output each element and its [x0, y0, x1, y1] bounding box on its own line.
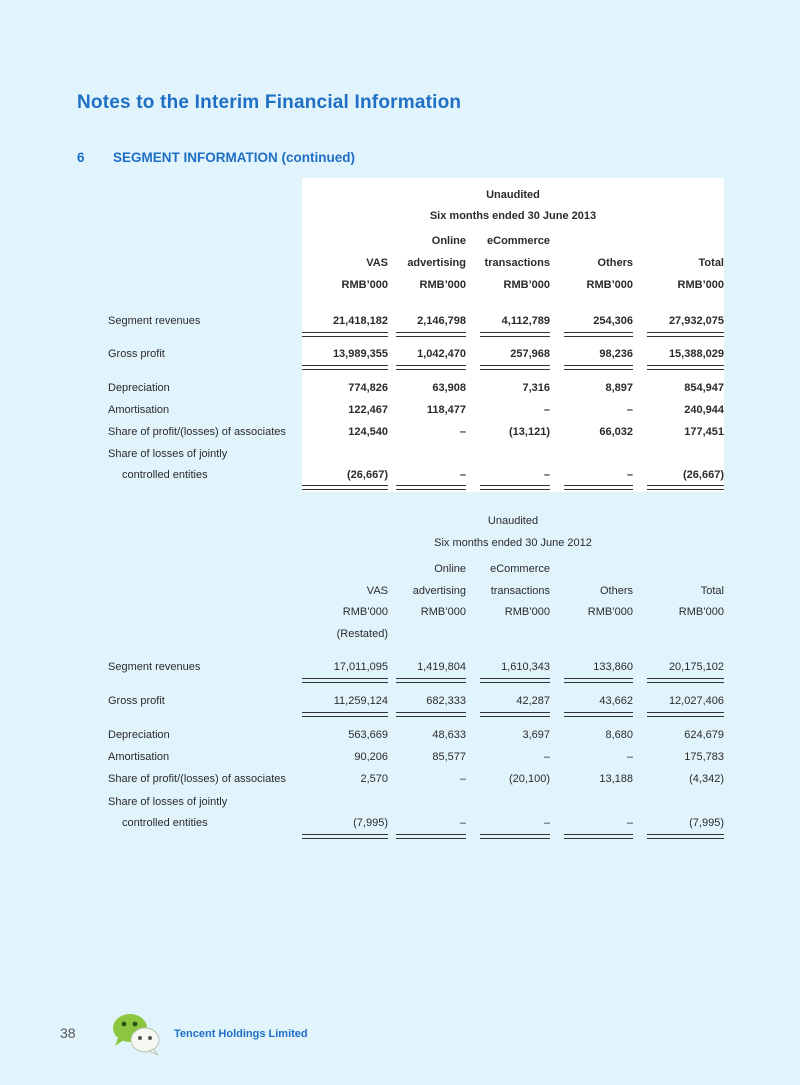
- cell-vas: 90,206: [354, 751, 388, 763]
- table-row-jointly-controlled: [0, 814, 800, 832]
- double-underline: [480, 485, 550, 490]
- col-unit: RMB’000: [678, 606, 724, 618]
- double-underline: [302, 712, 388, 717]
- double-underline: [480, 332, 550, 337]
- cell-total: (26,667): [683, 469, 724, 481]
- cell-ecommerce: (13,121): [509, 426, 550, 438]
- cell-vas: 774,826: [348, 382, 388, 394]
- double-underline: [647, 332, 724, 337]
- double-underline: [564, 365, 633, 370]
- cell-others: 8,680: [605, 729, 633, 741]
- table-row-amortisation: [0, 748, 800, 766]
- double-underline: [564, 332, 633, 337]
- row-label: Amortisation: [108, 404, 170, 416]
- section-heading: [77, 150, 355, 165]
- cell-ecommerce: 3,697: [522, 729, 550, 741]
- table-row-associates: [0, 770, 800, 788]
- col-header-line1: Online: [431, 235, 466, 247]
- cell-total: 15,388,029: [668, 348, 724, 360]
- col-unit: RMB’000: [504, 606, 550, 618]
- cell-others: –: [626, 404, 633, 416]
- cell-others: –: [626, 751, 633, 763]
- cell-vas: 13,989,355: [332, 348, 388, 360]
- double-underline: [396, 834, 466, 839]
- col-unit: RMB’000: [587, 606, 633, 618]
- double-underline: [647, 834, 724, 839]
- table-row-depreciation: [0, 726, 800, 744]
- company-name: Tencent Holdings Limited: [174, 1028, 308, 1040]
- cell-online-advertising: –: [459, 817, 466, 829]
- cell-total: 854,947: [684, 382, 724, 394]
- col-header-vas: VAS: [366, 257, 388, 269]
- cell-total: 177,451: [684, 426, 724, 438]
- cell-others: 43,662: [599, 695, 633, 707]
- col-header-transactions: transactions: [490, 585, 550, 597]
- double-underline: [396, 712, 466, 717]
- col-header-advertising: advertising: [407, 257, 466, 269]
- cell-vas: 11,259,124: [333, 695, 388, 707]
- cell-vas: 2,570: [360, 773, 388, 785]
- double-underline: [647, 678, 724, 683]
- double-underline: [480, 712, 550, 717]
- wechat-bubbles-icon: [106, 1008, 166, 1058]
- table-row-amortisation: [0, 401, 800, 419]
- col-unit: RMB’000: [342, 606, 388, 618]
- cell-others: –: [626, 469, 633, 481]
- table-row-jointly-label: [0, 793, 800, 811]
- cell-vas: (7,995): [353, 817, 388, 829]
- cell-ecommerce: 42,287: [516, 695, 550, 707]
- row-label: Segment revenues: [108, 315, 201, 327]
- row-label: Gross profit: [108, 348, 165, 360]
- col-header-others: Others: [597, 257, 633, 269]
- cell-online-advertising: –: [459, 469, 466, 481]
- cell-online-advertising: –: [459, 773, 466, 785]
- cell-online-advertising: 2,146,798: [417, 315, 466, 327]
- col-header-transactions: transactions: [484, 257, 550, 269]
- cell-online-advertising: 1,042,470: [417, 348, 466, 360]
- col-unit: RMB’000: [341, 279, 388, 291]
- col-restated-note: (Restated): [336, 628, 388, 640]
- cell-vas: 124,540: [348, 426, 388, 438]
- table-row-jointly-controlled: [0, 466, 800, 484]
- row-label: Share of losses of jointly: [108, 448, 228, 460]
- cell-online-advertising: 63,908: [432, 382, 466, 394]
- double-underline: [564, 834, 633, 839]
- double-underline: [647, 365, 724, 370]
- cell-total: 12,027,406: [668, 695, 724, 707]
- cell-total: 240,944: [684, 404, 724, 416]
- cell-ecommerce: 7,316: [522, 382, 550, 394]
- cell-total: 20,175,102: [668, 661, 724, 673]
- double-underline: [396, 485, 466, 490]
- col-header-total: Total: [698, 257, 724, 269]
- col-unit: RMB’000: [677, 279, 724, 291]
- cell-vas: 122,467: [348, 404, 388, 416]
- row-label: Share of losses of jointly: [108, 796, 228, 808]
- cell-online-advertising: 85,577: [432, 751, 466, 763]
- double-underline: [647, 485, 724, 490]
- col-header-line1: eCommerce: [487, 235, 550, 247]
- double-underline: [396, 332, 466, 337]
- row-label: Depreciation: [108, 382, 170, 394]
- double-underline: [302, 365, 388, 370]
- cell-ecommerce: 1,610,343: [501, 661, 550, 673]
- col-header-total: Total: [700, 585, 724, 597]
- col-header-vas: VAS: [366, 585, 388, 597]
- table-row-gross-profit: [0, 692, 800, 710]
- cell-others: 13,188: [599, 773, 633, 785]
- col-unit: RMB’000: [420, 606, 466, 618]
- cell-others: 8,897: [605, 382, 633, 394]
- col-unit: RMB’000: [503, 279, 550, 291]
- cell-online-advertising: 118,477: [426, 404, 466, 416]
- table-heading-unaudited: Unaudited: [487, 515, 539, 527]
- page-title: Notes to the Interim Financial Information: [77, 92, 462, 113]
- cell-online-advertising: –: [459, 426, 466, 438]
- double-underline: [564, 712, 633, 717]
- col-header-advertising: advertising: [412, 585, 466, 597]
- table-heading-period: Six months ended 30 June 2012: [434, 537, 592, 549]
- table-heading-period: Six months ended 30 June 2013: [429, 210, 597, 222]
- row-label: Gross profit: [108, 695, 165, 707]
- row-label: Depreciation: [108, 729, 170, 741]
- double-underline: [480, 365, 550, 370]
- cell-ecommerce: –: [543, 751, 550, 763]
- section-number: 6: [77, 150, 85, 165]
- cell-others: 254,306: [593, 315, 633, 327]
- cell-total: 27,932,075: [668, 315, 724, 327]
- cell-ecommerce: 4,112,789: [501, 315, 550, 327]
- double-underline: [302, 678, 388, 683]
- row-label: Share of profit/(losses) of associates: [108, 773, 286, 785]
- cell-online-advertising: 682,333: [426, 695, 466, 707]
- cell-vas: 563,669: [348, 729, 388, 741]
- col-header-line1: Online: [434, 563, 466, 575]
- cell-ecommerce: –: [543, 404, 550, 416]
- cell-others: 98,236: [599, 348, 633, 360]
- cell-online-advertising: 1,419,804: [417, 661, 466, 673]
- cell-ecommerce: –: [543, 469, 550, 481]
- table-row-jointly-label: [0, 445, 800, 463]
- cell-total: 624,679: [684, 729, 724, 741]
- cell-others: –: [626, 817, 633, 829]
- table-row-segment-revenues: [0, 312, 800, 330]
- double-underline: [480, 834, 550, 839]
- double-underline: [647, 712, 724, 717]
- cell-others: 133,860: [593, 661, 633, 673]
- cell-total: (4,342): [689, 773, 724, 785]
- double-underline: [302, 834, 388, 839]
- double-underline: [302, 332, 388, 337]
- section-title: SEGMENT INFORMATION (continued): [113, 150, 355, 165]
- cell-ecommerce: –: [543, 817, 550, 829]
- cell-ecommerce: (20,100): [509, 773, 550, 785]
- col-unit: RMB’000: [419, 279, 466, 291]
- row-label: Segment revenues: [108, 661, 201, 673]
- cell-online-advertising: 48,633: [432, 729, 466, 741]
- cell-vas: (26,667): [347, 469, 388, 481]
- col-unit: RMB’000: [586, 279, 633, 291]
- double-underline: [396, 365, 466, 370]
- row-label: controlled entities: [122, 817, 208, 829]
- double-underline: [564, 678, 633, 683]
- row-label: controlled entities: [122, 469, 208, 481]
- cell-vas: 21,418,182: [332, 315, 388, 327]
- double-underline: [480, 678, 550, 683]
- col-header-line1: eCommerce: [490, 563, 550, 575]
- table-heading-unaudited: Unaudited: [486, 189, 540, 201]
- row-label: Share of profit/(losses) of associates: [108, 426, 286, 438]
- table-row-depreciation: [0, 379, 800, 397]
- page-number: 38: [60, 1025, 76, 1041]
- row-label: Amortisation: [108, 751, 170, 763]
- col-header-others: Others: [599, 585, 633, 597]
- cell-total: (7,995): [689, 817, 724, 829]
- table-row-segment-revenues: [0, 658, 800, 676]
- double-underline: [302, 485, 388, 490]
- cell-ecommerce: 257,968: [510, 348, 550, 360]
- table-row-gross-profit: [0, 345, 800, 363]
- cell-others: 66,032: [599, 426, 633, 438]
- table-row-associates: [0, 423, 800, 441]
- cell-total: 175,783: [684, 751, 724, 763]
- cell-vas: 17,011,095: [333, 661, 388, 673]
- double-underline: [396, 678, 466, 683]
- double-underline: [564, 485, 633, 490]
